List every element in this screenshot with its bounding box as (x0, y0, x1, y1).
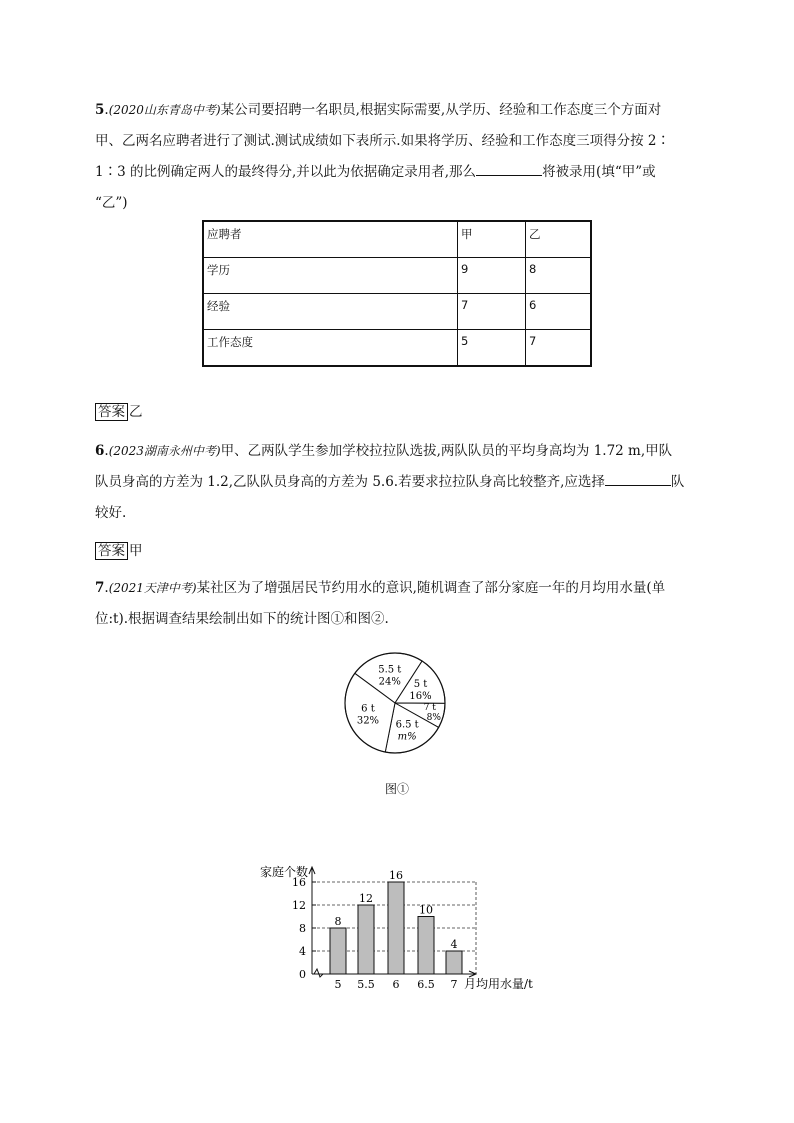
answer-value: 甲 (129, 543, 143, 559)
axis-break (314, 969, 323, 977)
pie-slice-label: 5 t (413, 679, 428, 691)
bar (388, 882, 404, 974)
table-cell: 乙 (526, 221, 592, 258)
pie-slice-label: 6.5 t (395, 719, 419, 731)
q7-number: 7 (95, 580, 105, 596)
question-5 (95, 95, 707, 219)
table-cell: 经验 (203, 294, 458, 330)
bar-data-label: 10 (419, 903, 433, 917)
pie-slice-percent: 24% (378, 676, 401, 688)
q6-text-1: 甲、乙两队学生参加学校拉拉队选拔,两队队员的平均身高均为 1.72 m,甲队 (220, 443, 673, 459)
q6-text-2a: 队员身高的方差为 1.2,乙队队员身高的方差为 5.6.若要求拉拉队身高比较整齐,应选择 (95, 474, 605, 490)
table-cell: 甲 (458, 221, 526, 258)
answer-label: 答案 (95, 403, 128, 421)
q5-source: (2020山东青岛中考) (108, 103, 221, 117)
q6-number: 6 (95, 443, 105, 459)
q5-score-table (202, 220, 592, 367)
table-cell: 9 (458, 258, 526, 294)
q7-text-2: 位:t).根据调查结果绘制出如下的统计图①和图②. (95, 611, 389, 627)
table-cell: 5 (458, 330, 526, 367)
pie-slice-percent: 32% (356, 715, 380, 727)
pie-slice-label: 7 t (423, 703, 436, 714)
question-7 (95, 573, 707, 635)
figure-1-caption: 图① (384, 782, 409, 796)
q5-line-1: 5.(2020山东青岛中考)某公司要招聘一名职员,根据实际需要,从学历、经验和工作态度三个方面对 (95, 102, 662, 118)
q5-text-3a: 1∶3 的比例确定两人的最终得分,并以此为依据确定录用者,那么 (95, 164, 477, 180)
x-tick-label: 6 (392, 978, 400, 991)
question-6 (95, 436, 707, 529)
x-tick-label: 7 (450, 978, 458, 991)
pie-slice-label: 5.5 t (378, 664, 402, 676)
bar (418, 917, 434, 975)
bar (446, 951, 462, 974)
x-tick-label: 5 (334, 978, 342, 991)
q5-number: 5 (95, 102, 105, 118)
pie-slice-percent: 8% (426, 713, 441, 724)
bar-data-label: 12 (359, 892, 373, 905)
y-tick-label: 4 (299, 945, 306, 958)
pie-chart (330, 645, 460, 765)
bar (358, 905, 374, 974)
q6-source: (2023湖南永州中考) (108, 444, 221, 458)
q5-text-1: 某公司要招聘一名职员,根据实际需要,从学历、经验和工作态度三个方面对 (220, 102, 662, 118)
table-cell: 7 (526, 330, 592, 367)
table-cell: 学历 (203, 258, 458, 294)
pie-slice-label: 6 t (361, 703, 375, 715)
bar-chart (250, 860, 550, 1000)
table-header-row (203, 221, 591, 258)
table-row (203, 258, 591, 294)
q7-text-1: 某社区为了增强居民节约用水的意识,随机调查了部分家庭一年的月均用水量(单 (196, 580, 666, 596)
bar-data-label: 4 (450, 938, 458, 951)
q5-answer-blank[interactable] (476, 161, 542, 176)
q5-text-3b: 将被录用(填“甲”或 (542, 164, 656, 180)
y-tick-label: 16 (292, 876, 306, 889)
answer-value: 乙 (129, 404, 143, 420)
table-row (203, 330, 591, 367)
q5-text-2: 甲、乙两名应聘者进行了测试.测试成绩如下表所示.如果将学历、经验和工作态度三项得分按 2∶ (95, 133, 670, 149)
pie-slice-percent: m% (397, 731, 417, 743)
table-cell: 8 (526, 258, 592, 294)
q6-text-3: 较好. (95, 505, 127, 521)
x-tick-label: 6.5 (417, 978, 435, 991)
q5-text-4: “乙”) (95, 195, 128, 211)
y-tick-label: 0 (299, 968, 306, 981)
pie-slice-percent: 16% (409, 691, 432, 703)
x-axis-label: 月均用水量/t (464, 977, 533, 991)
q6-text-2b: 队 (670, 474, 685, 490)
table-cell: 应聘者 (203, 221, 458, 258)
x-tick-label: 5.5 (357, 978, 375, 991)
y-axis-label: 家庭个数 (260, 865, 309, 879)
q6-answer-blank[interactable] (605, 471, 671, 486)
q7-line-1: 7.(2021天津中考)某社区为了增强居民节约用水的意识,随机调查了部分家庭一年的月均用水量(单 (95, 580, 666, 596)
q6-line-2 (95, 467, 707, 498)
y-tick-label: 8 (299, 922, 306, 935)
q7-source: (2021天津中考) (108, 581, 197, 595)
q6-line-1: 6.(2023湖南永州中考)甲、乙两队学生参加学校拉拉队选拔,两队队员的平均身高均为 1.72 m,甲队 (95, 443, 673, 459)
bar (330, 928, 346, 974)
bar-data-label: 8 (334, 915, 342, 928)
table-cell: 6 (526, 294, 592, 330)
y-tick-label: 12 (292, 899, 306, 912)
q5-line-3 (95, 157, 707, 188)
bar-data-label: 16 (389, 869, 403, 882)
table-cell: 工作态度 (203, 330, 458, 367)
table-cell: 7 (458, 294, 526, 330)
q5-answer (95, 400, 143, 421)
q6-answer (95, 539, 143, 560)
table-row (203, 294, 591, 330)
answer-label: 答案 (95, 542, 128, 560)
